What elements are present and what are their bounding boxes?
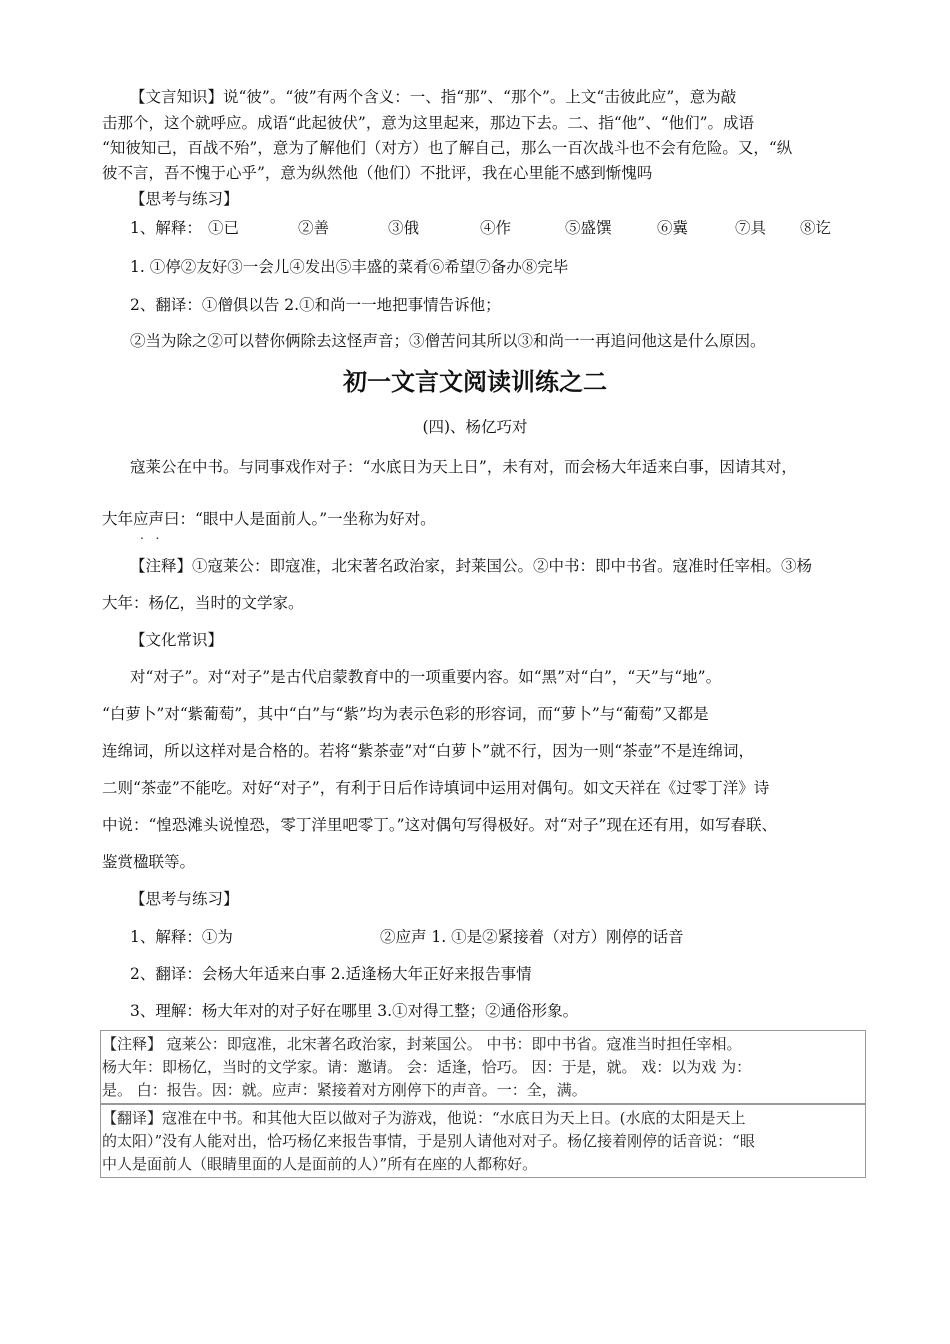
culture-heading: 【文化常识】 [130, 631, 224, 649]
knowledge-line-1: 【文言知识】说“彼”。“彼”有两个含义：一、指“那”、“那个”。上文“击彼此应”，意为敲 [130, 88, 737, 106]
explain-item: ④作 [480, 219, 512, 237]
culture-line: 二则“茶壶”不能吃。对好“对子”，有利于日后作诗填词中运用对偶句。如文天祥在《过零丁洋》诗 [102, 779, 770, 797]
culture-line: “白萝卜”对“紫葡萄”，其中“白”与“紫”均为表示色彩的形容词，而“萝卜”与“葡萄”又都是 [102, 705, 709, 723]
knowledge-line-4: 彼不言，吾不愧于心乎”，意为纵然他（他们）不批评，我在心里能不感到惭愧吗 [102, 164, 653, 182]
explain-item: ②善 [298, 219, 330, 237]
box-translation-line: 【翻译】寇准在中书。和其他大臣以做对子为游戏，他说：“水底日为天上日。(水底的太阳是天上 [102, 1109, 746, 1127]
translate-line-1: 2、翻译：①僧俱以告 2.①和尚一一地把事情告诉他； [130, 296, 501, 314]
explain-label: 1、解释： [130, 219, 202, 237]
explain-item: ⑥冀 [657, 219, 689, 237]
box-notes-line: 【注释】 寇莱公：即寇准，北宋著名政治家，封莱国公。 中书：即中书省。寇准当时担任宰相。 [102, 1035, 742, 1053]
box-translation-line: 中人是面前人（眼睛里面的人是面前的人）”所有在座的人都称好。 [102, 1155, 538, 1173]
answer-line-1: 1. ①停②友好③一会儿④发出⑤丰盛的菜肴⑥希望⑦备办⑧完毕 [130, 258, 569, 276]
culture-line: 中说：“惶恐滩头说惶恐，零丁洋里吧零丁。”这对偶句写得极好。对“对子”现在还有用，如写春联、 [102, 816, 777, 834]
practice2-q1-b: ②应声 1. ①是②紧接着（对方）刚停的话音 [380, 928, 684, 946]
box-notes-line: 是。 白：报告。因：就。应声：紧接着对方刚停下的声音。一：全，满。 [102, 1081, 587, 1099]
notes-line-1: 【注释】①寇莱公：即寇准，北宋著名政治家，封莱国公。②中书：即中书省。寇准时任宰相。③杨 [130, 557, 813, 575]
explain-row [130, 217, 870, 239]
story-line-1: 寇莱公在中书。与同事戏作对子：“水底日为天上日”，未有对，而会杨大年适来白事，因请其对， [130, 458, 797, 476]
dotted-char: 应 [133, 510, 149, 528]
culture-line: 对“对子”。对“对子”是古代启蒙教育中的一项重要内容。如“黑”对“白”，“天”与“地”。 [130, 668, 722, 686]
section-subtitle: (四)、杨亿巧对 [422, 418, 528, 436]
explain-item: ③俄 [388, 219, 420, 237]
practice2-q1 [130, 926, 870, 948]
explain-item: ⑤盛馔 [565, 219, 612, 237]
story-line-2 [102, 508, 870, 530]
explain-item: ①已 [208, 219, 240, 237]
story-text: 曰：“眼中人是面前人。”一坐称为好对。 [164, 510, 436, 528]
practice2-q1-a: 1、解释：①为 [130, 928, 233, 946]
practice-heading-1: 【思考与练习】 [130, 190, 239, 208]
dotted-char: 声 [148, 510, 165, 528]
box-notes-line: 杨大年：即杨亿，当时的文学家。请：邀请。 会：适逢，恰巧。 因：于是，就。 戏：以为戏 为： [102, 1058, 752, 1076]
notes-line-2: 大年：杨亿，当时的文学家。 [102, 594, 304, 612]
page-title: 初一文言文阅读训练之二 [343, 368, 607, 396]
culture-line: 连绵词，所以这样对是合格的。若将“紫茶壶”对“白萝卜”就不行，因为一则“茶壶”不是连绵词， [102, 742, 755, 760]
story-text: 大年 [102, 510, 134, 528]
knowledge-line-2: 击那个，这个就呼应。成语“此起彼伏”，意为这里起来，那边下去。二、指“他”、“他们”。成语 [102, 114, 755, 132]
translate-line-2: ②当为除之②可以替你俩除去这怪声音；③僧苦问其所以③和尚一一再追问他这是什么原因。 [130, 332, 766, 350]
culture-line: 鉴赏楹联等。 [102, 853, 196, 871]
practice2-q3: 3、理解：杨大年对的对子好在哪里 3.①对得工整；②通俗形象。 [130, 1002, 579, 1020]
knowledge-line-3: “知彼知己，百战不殆”，意为了解他们（对方）也了解自己，那么一百次战斗也不会有危险。又，“纵 [102, 139, 793, 157]
explain-item: ⑧讫 [800, 219, 832, 237]
practice2-q2: 2、翻译：会杨大年适来白事 2.适逢杨大年正好来报告事情 [130, 965, 532, 983]
explain-item: ⑦具 [735, 219, 767, 237]
box-translation-line: 的太阳）”没有人能对出，恰巧杨亿来报告事情，于是别人请他对对子。杨亿接着刚停的话音说：“眼 [102, 1132, 755, 1150]
practice-heading-2: 【思考与练习】 [130, 890, 239, 908]
